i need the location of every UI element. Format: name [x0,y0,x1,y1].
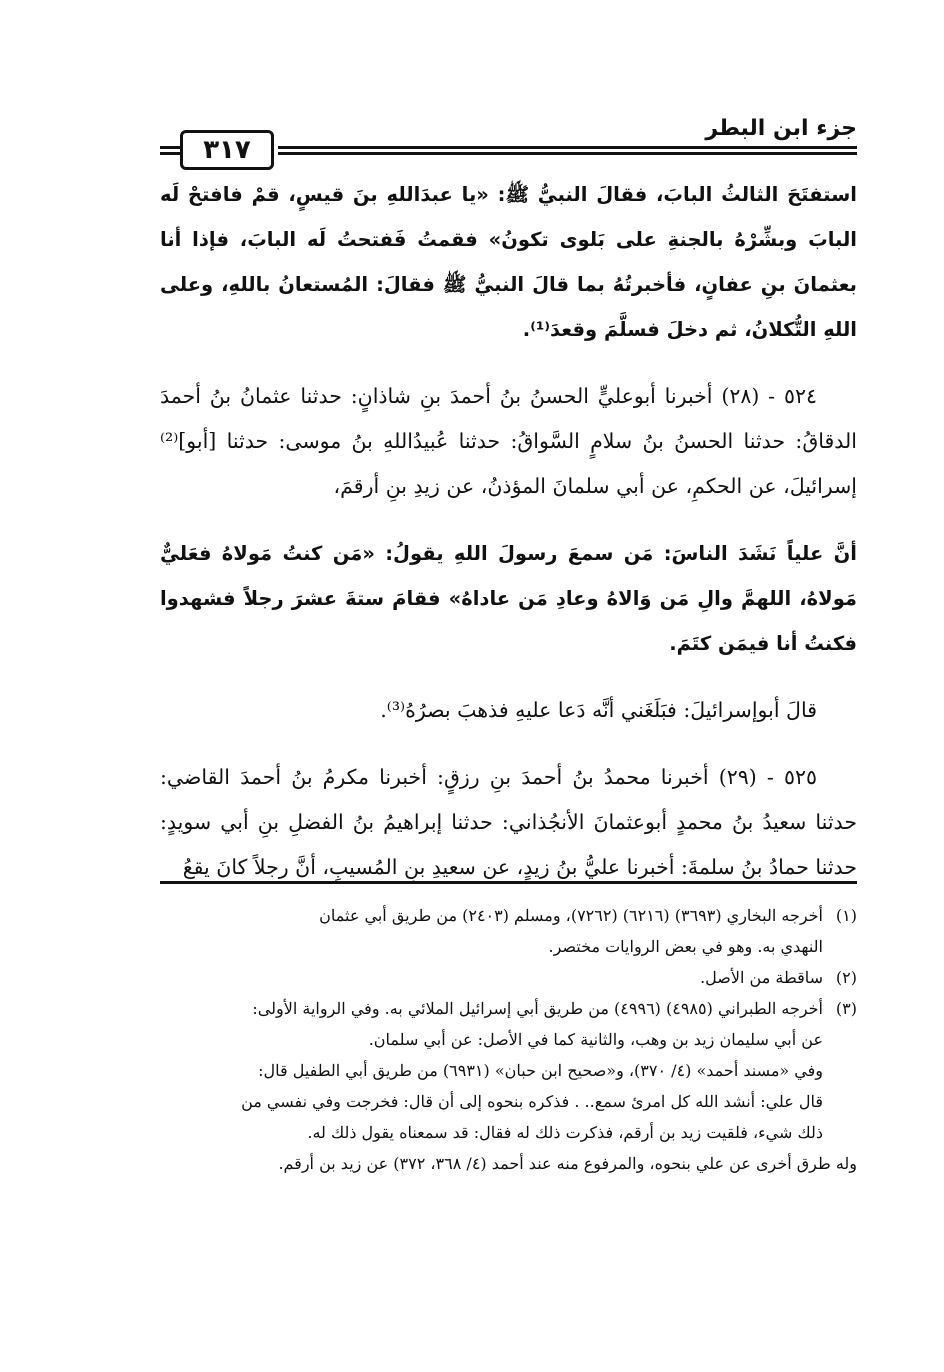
footnote-3-line-4: قال علي: أنشد الله كل امرئ سمع.. . فذكره بنحوه إلى أن قال: فخرجت وفي نفسي من [241,1092,823,1111]
paragraph-abu-israil-remark: قالَ أبوإسرائيلَ: فبَلَغَني أنَّه دَعا عليهِ فذهبَ بصرُهُ⁽³⁾. [380,698,817,722]
footnote-3-number: (٣) [835,999,857,1018]
header-rule-left-upper [160,146,180,149]
paragraph-matn-524: أنَّ علياً نَشَدَ الناسَ: مَن سمعَ رسولَ اللهِ يقولُ: «مَن كنتُ مَولاهُ فعَليٌّ مَولاهُ، اللهمَّ والِ مَن وَالاهُ وعادِ مَن عاداهُ» فقامَ ستةَ عشرَ رجلاً فشهدوا فكنتُ أنا فيمَن كتَمَ. [160,542,857,655]
footnote-3-line-1: أخرجه الطبراني (٤٩٨٥) (٤٩٩٦) من طريق أبي إسرائيل الملائي به. وفي الرواية الأولى: [252,999,823,1018]
footnote-1-number: (١) [835,906,857,925]
footnote-3-line-3: وفي «مسند أحمد» (٤/ ٣٧٠)، و«صحيح ابن حبان» (٦٩٣١) من طريق أبي الطفيل قال: [258,1061,823,1080]
footnote-3-line-6: وله طرق أخرى عن علي بنحوه، والمرفوع منه عند أحمد (٤/ ٣٦٨، ٣٧٢) عن زيد بن أرقم. [278,1154,857,1173]
footnote-1-line-2: النهدي به. وهو في بعض الروايات مختصر. [548,937,823,956]
page-number: ٣١٧ [180,130,274,170]
footnote-1-line-1: أخرجه البخاري (٣٦٩٣) (٦٢١٦) (٧٢٦٢)، ومسلم (٢٤٠٣) من طريق أبي عثمان [319,906,823,925]
footnotes [160,900,857,1179]
footnote-3-line-2: عن أبي سليمان زيد بن وهب، والثانية كما في الأصل: عن أبي سلمان. [368,1030,823,1049]
footnote-2 [160,962,857,993]
main-text [160,172,857,890]
paragraph-isnad-525: ٥٢٥ - (٢٩) أخبرنا محمدُ بنُ أحمدَ بنِ رزقٍ: أخبرنا مكرمُ بنُ أحمدَ القاضي: حدثنا سعيدُ بنُ محمدٍ أبوعثمانَ الأنجُذاني: حدثنا إبراهيمُ بنُ الفضلِ بنِ أبي سويدٍ: حدثنا حمادُ بنُ سلمةَ: أخبرنا عليُّ بنُ زيدٍ، عن سعيدِ بنِ المُسيبِ، أنَّ رجلاً كانَ يقعُ [160,765,857,879]
footnote-3 [160,993,857,1024]
footnote-2-number: (٢) [835,968,857,987]
footnote-1 [160,900,857,931]
header-rule-lower [278,152,857,155]
footnote-divider [160,881,857,884]
paragraph-isnad-524: ٥٢٤ - (٢٨) أخبرنا أبوعليٍّ الحسنُ بنُ أحمدَ بنِ شاذانٍ: حدثنا عثمانُ بنُ أحمدَ الدقاقُ: حدثنا الحسنُ بنُ سلامٍ السَّواقُ: حدثنا عُبيدُاللهِ بنُ موسى: حدثنا [أبو]⁽²⁾ إسرائيلَ، عن الحكمِ، عن أبي سلمانَ المؤذنُ، عن زيدِ بنِ أرقمَ، [160,384,857,498]
paragraph-hadith-continuation: استفتَحَ الثالثُ البابَ، فقالَ النبيُّ ﷺ: «يا عبدَاللهِ بنَ قيسٍ، قمْ فافتحْ لَه البابَ وبشِّرْهُ بالجنةِ على بَلوى تكونُ» فقمتُ فَفتحتُ لَه البابَ، فإذا أنا بعثمانَ بنِ عفانٍ، فأخبرتُهُ بما قالَ النبيُّ ﷺ فقالَ: المُستعانُ باللهِ، وعلى اللهِ التُّكلانُ، ثم دخلَ فسلَّمَ وقعدَ⁽¹⁾. [160,183,857,341]
footnote-3-line-5: ذلك شيء، فلقيت زيد بن أرقم، فذكرت ذلك له فقال: قد سمعناه يقول ذلك له. [307,1123,823,1142]
header-rule-left-lower [160,152,180,155]
header-rule-upper [278,146,857,149]
running-header-title: جزء ابن البطر [705,116,857,141]
footnote-2-line-1: ساقطة من الأصل. [700,968,823,987]
